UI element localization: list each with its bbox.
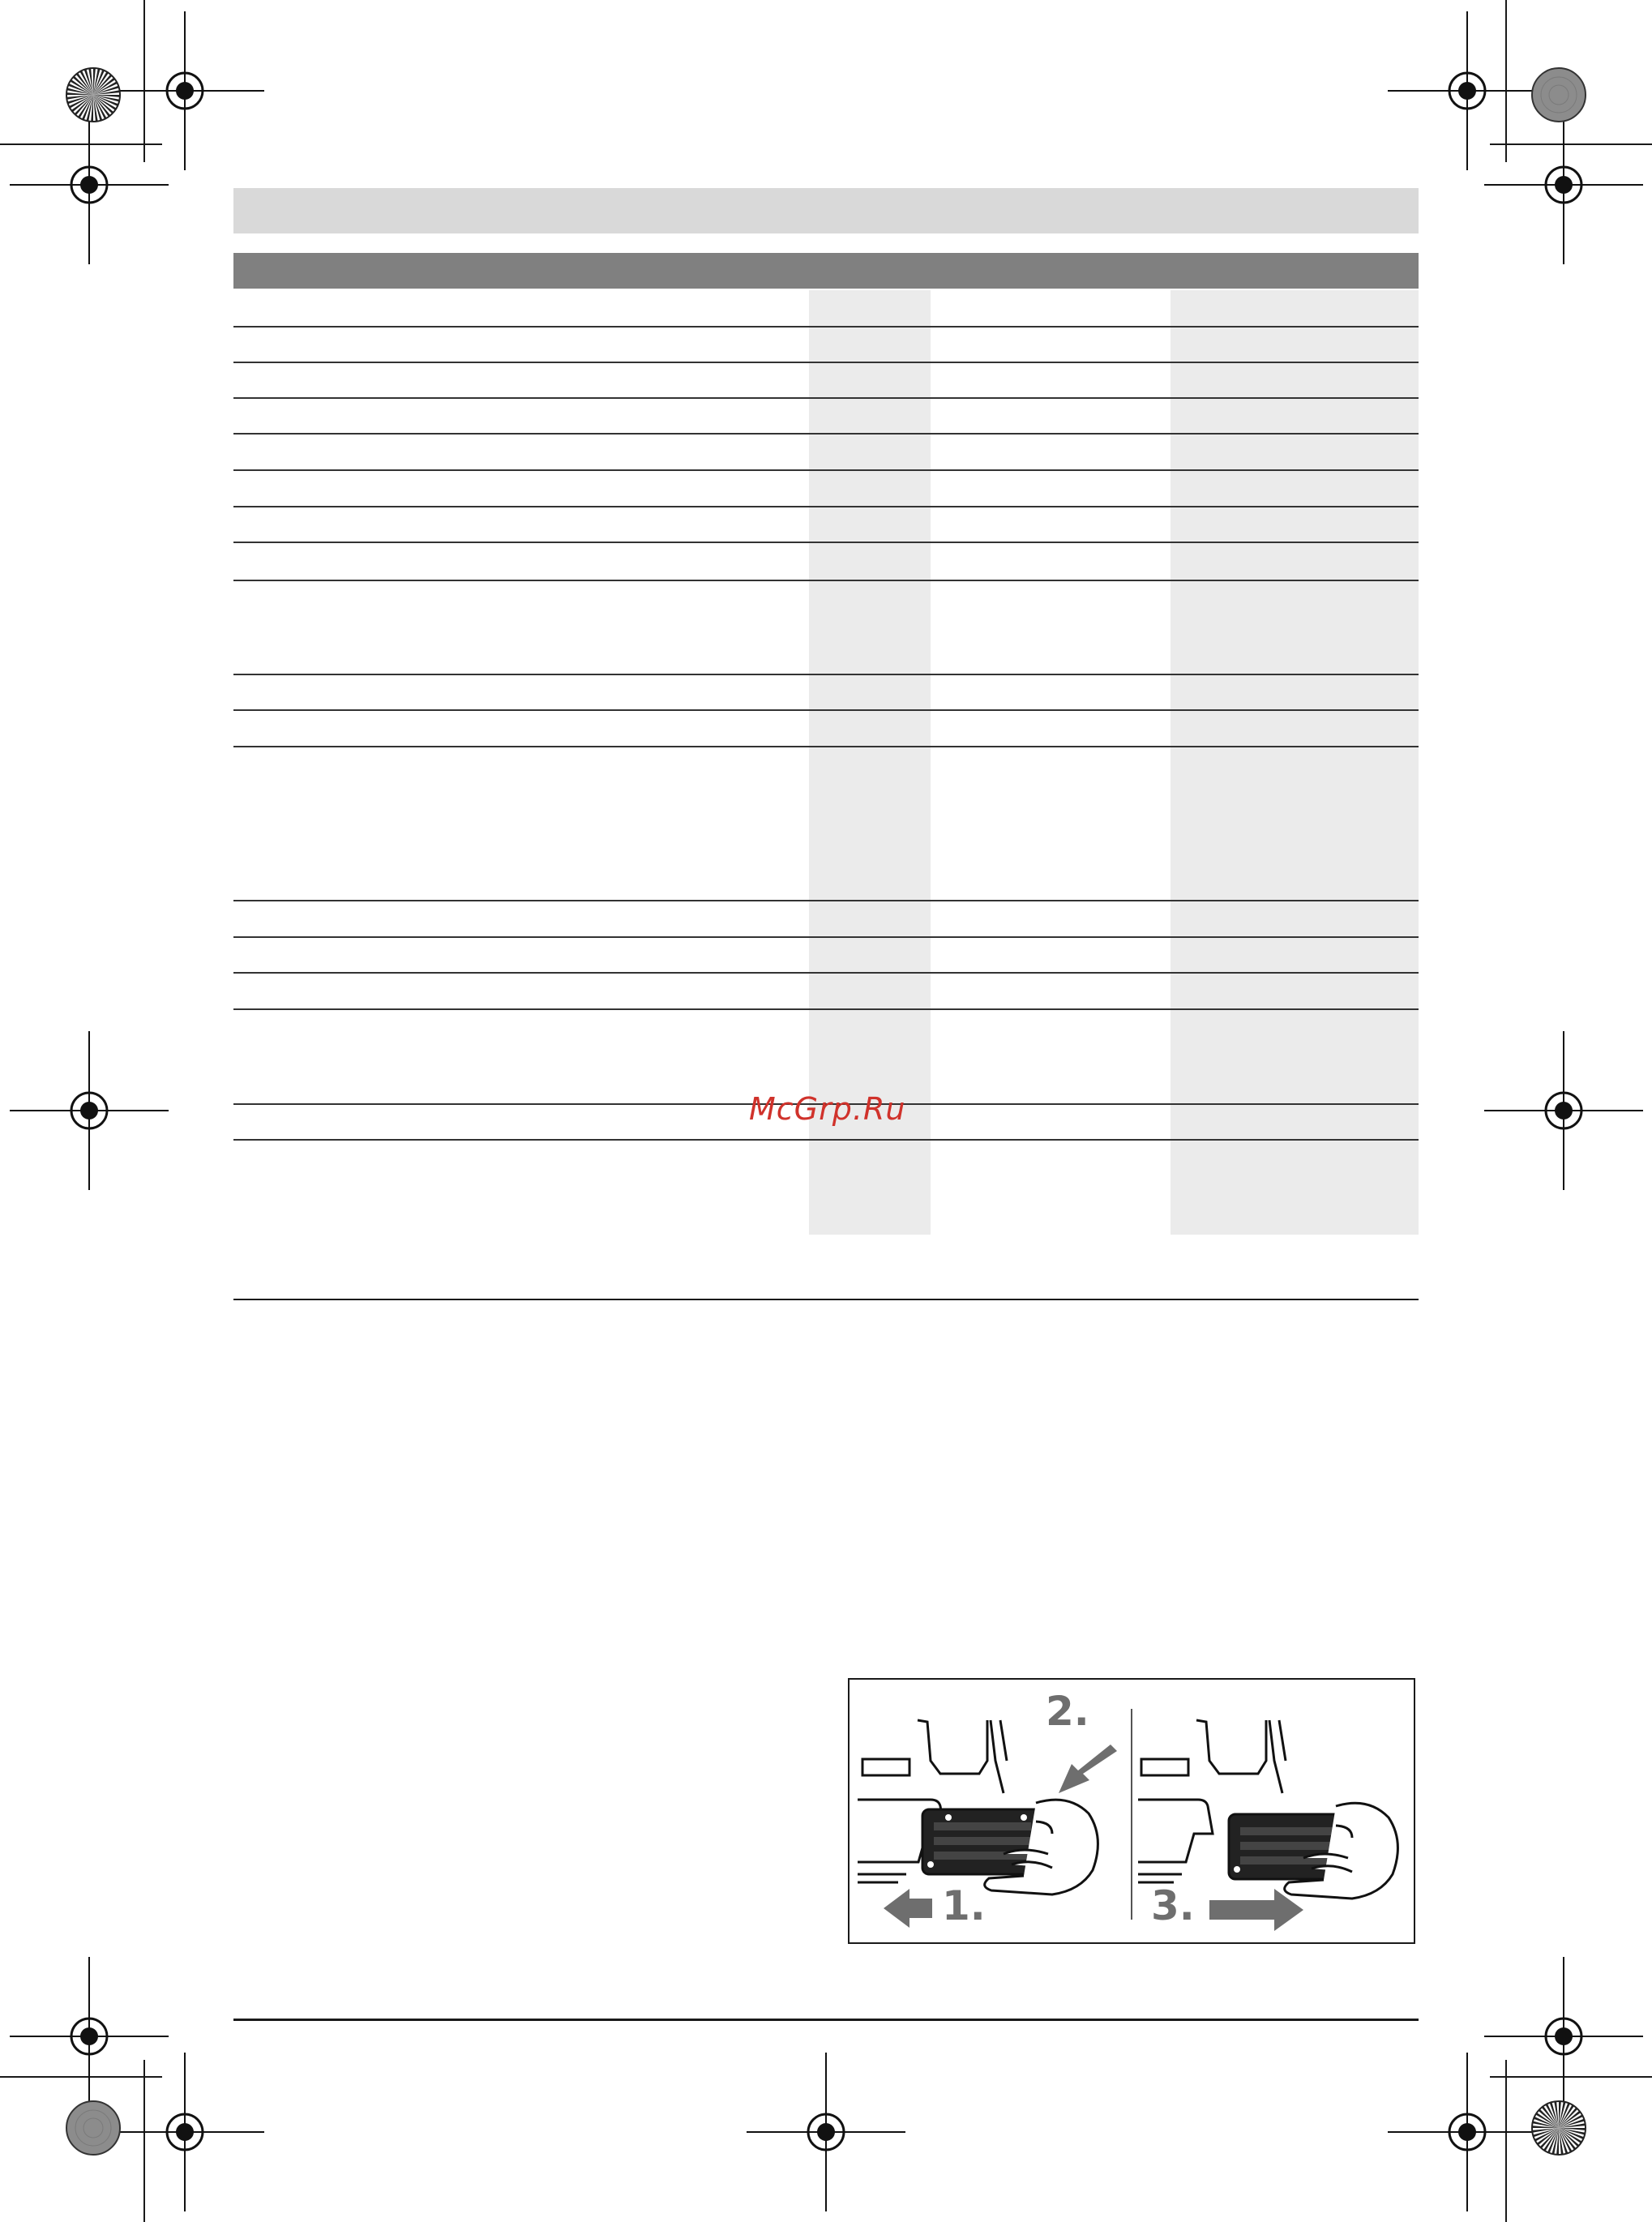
hand-icon — [1196, 1720, 1286, 1793]
table-row-divider — [233, 326, 1419, 328]
battery-removal-figure — [848, 1678, 1415, 1944]
table-row-divider — [233, 936, 1419, 938]
hand-icon — [918, 1720, 1007, 1793]
battery-removal-illustration — [850, 1680, 1414, 1942]
step-label-3: 3. — [1151, 1882, 1195, 1929]
table-row-divider — [233, 433, 1419, 435]
crosshair-icon — [10, 1031, 169, 1190]
table-header-bar — [233, 253, 1419, 289]
arrow-right-icon — [1209, 1889, 1303, 1931]
table-row-divider — [233, 469, 1419, 471]
crosshair-icon — [1484, 105, 1643, 264]
table-row-divider — [233, 972, 1419, 974]
crosshair-icon — [1388, 2053, 1547, 2211]
table-row-divider — [233, 397, 1419, 399]
step-label-1: 1. — [942, 1882, 986, 1929]
table-row-divider — [233, 362, 1419, 363]
table-title-bar — [233, 188, 1419, 233]
footer-rule — [233, 2019, 1419, 2021]
crosshair-icon — [105, 2053, 264, 2211]
gray-disc-icon — [1530, 66, 1587, 123]
table-row-divider — [233, 709, 1419, 711]
table-row-divider — [233, 746, 1419, 747]
crosshair-icon — [10, 105, 169, 264]
table-row-divider — [233, 674, 1419, 675]
table-column-shade — [1171, 290, 1419, 1235]
table-row-divider — [233, 1008, 1419, 1010]
step-label-2: 2. — [1046, 1688, 1089, 1735]
starburst-icon — [1530, 2100, 1587, 2156]
watermark-text: McGrp.Ru — [749, 1091, 906, 1127]
gray-disc-icon — [65, 2100, 122, 2156]
table-row-divider — [233, 900, 1419, 901]
arrow-diagonal-icon — [1059, 1745, 1117, 1793]
table-row-divider — [233, 542, 1419, 543]
table-row-divider — [233, 580, 1419, 581]
crosshair-icon — [747, 2053, 905, 2211]
tool-base-right — [1138, 1759, 1213, 1882]
table-row-divider — [233, 1139, 1419, 1141]
table-row-divider — [233, 506, 1419, 507]
arrow-left-icon — [884, 1889, 932, 1928]
section-rule — [233, 1299, 1419, 1300]
starburst-icon — [65, 66, 122, 123]
crosshair-icon — [1484, 1031, 1643, 1190]
